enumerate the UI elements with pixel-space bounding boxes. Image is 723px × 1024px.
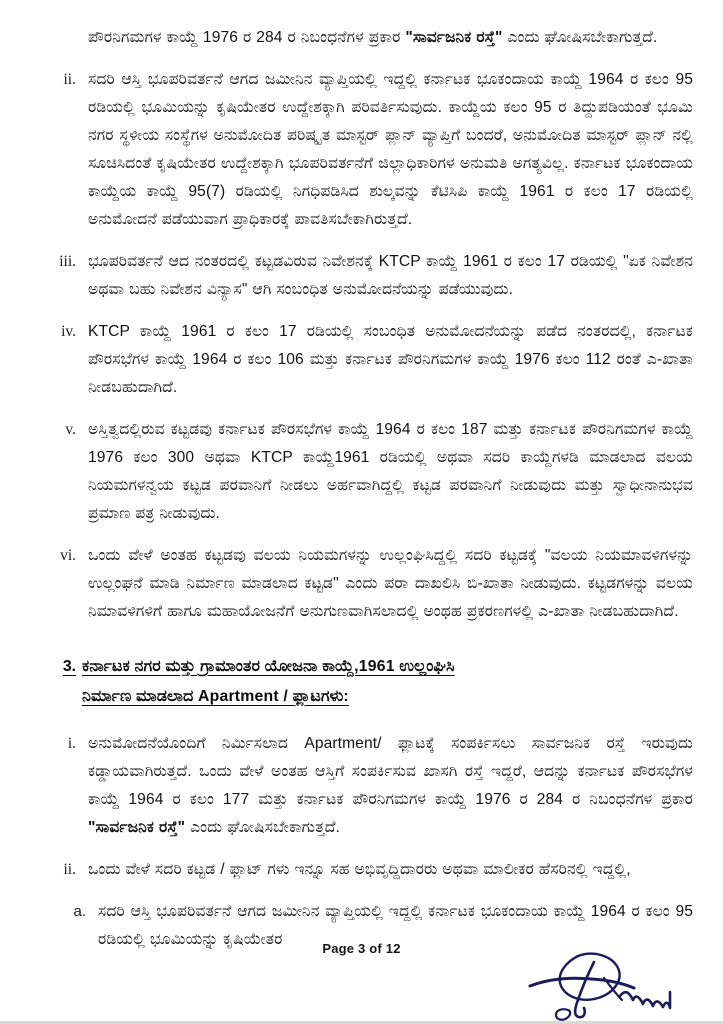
section-title-line-2: ನಿರ್ಮಾಣ ಮಾಡಲಾದ Apartment / ಫ್ಲಾಟಗಳು: — [82, 688, 349, 705]
paragraph-continued — [42, 24, 693, 52]
list-item-iii-text: ಭೂಪರಿವರ್ತನೆ ಆದ ನಂತರದಲ್ಲಿ ಕಟ್ಟಡವಿರುವ ನಿವೇಶನಕ್ಕೆ KTCP ಕಾಯ್ದೆ 1961 ರ ಕಲಂ 17 ರಡಿಯಲ್ಲಿ "ಏಕ ನಿವೇಶನ ಅಥವಾ ಬಹು ನಿವೇಶನ ವಿನ್ಯಾಸ" ಆಗಿ ಸಂಬಂಧಿತ ಅನುಮೋದನೆಯನ್ನು ಪಡೆಯುವುದು. — [88, 253, 693, 298]
list-item-iv-text: KTCP ಕಾಯ್ದೆ 1961 ರ ಕಲಂ 17 ರಡಿಯಲ್ಲಿ ಸಂಬಂಧಿತ ಅನುಮೋದನೆಯನ್ನು ಪಡೆದ ನಂತರದಲ್ಲಿ, ಕರ್ನಾಟಕ ಪೌರಸಭೆಗಳ ಕಾಯ್ದೆ 1964 ರ ಕಲಂ 106 ಮತ್ತು ಕರ್ನಾಟಕ ಪೌರನಿಗಮಗಳ ಕಾಯ್ದೆ 1976 ಕಲಂ 112 ರಂತೆ ಎ-ಖಾತಾ ನೀಡಬಹುದಾಗಿದೆ. — [88, 323, 693, 396]
list-item-iii — [42, 248, 693, 304]
s3-list-item-i-text: ಅನುಮೋದನೆಯೊಂದಿಗೆ ನಿರ್ಮಿಸಲಾದ Apartment/ ಫ್ಲಾಟಕ್ಕೆ ಸಂಪರ್ಕಿಸಲು ಸಾರ್ವಜನಿಕ ರಸ್ತೆ ಇರುವುದು ಕಡ್ಡಾಯವಾಗಿರುತ್ತದೆ. ಒಂದು ವೇಳೆ ಅಂತಹ ಆಸ್ತಿಗೆ ಸಂಪರ್ಕಿಸುವ ಖಾಸಗಿ ರಸ್ತೆ ಇದ್ದರೆ, ಆದನ್ನು ಕರ್ನಾಟಕ ಪೌರಸಭೆಗಳ ಕಾಯ್ದೆ 1964 ರ ಕಲಂ 177 ಮತ್ತು ಕರ್ನಾಟಕ ಪೌರನಿಗಮಗಳ ಕಾಯ್ದೆ 1976 ರ 284 ರ ನಿಬಂಧನೆಗಳ ಪ್ರಕಾರ "ಸಾರ್ವಜನಿಕ ರಸ್ತೆ" ಎಂದು ಘೋಷಿಸಬೇಕಾಗುತ್ತದೆ. — [88, 735, 693, 836]
section-3-heading — [42, 652, 693, 712]
authority-signature — [508, 948, 698, 1022]
s3-list-marker-a: a. — [73, 903, 86, 920]
list-item-ii-text: ಸದರಿ ಆಸ್ತಿ ಭೂಪರಿವರ್ತನೆ ಆಗದ ಜಮೀನಿನ ವ್ಯಾಪ್ತಿಯಲ್ಲಿ ಇದ್ದಲ್ಲಿ ಕರ್ನಾಟಕ ಭೂಕಂದಾಯ ಕಾಯ್ದೆ 1964 ರ ಕಲಂ 95 ರಡಿಯಲ್ಲಿ ಭೂಮಿಯನ್ನು ಕೃಷಿಯೇತರ ಉದ್ದೇಶಕ್ಕಾಗಿ ಪರಿವರ್ತಿಸುವುದು. ಕಾಯ್ದೆಯ ಕಲಂ 95 ರ ತಿದ್ದುಪಡಿಯಂತೆ ಭೂಮಿ ನಗರ ಸ್ಥಳೀಯ ಸಂಸ್ಥೆಗಳ ಅನುಮೋದಿತ ಪರಿಷ್ಕೃತ ಮಾಸ್ಟರ್ ಪ್ಲಾನ್ ವ್ಯಾಪ್ತಿಗೆ ಬಂದರೆ, ಅನುಮೋದಿತ ಮಾಸ್ಟರ್ ಪ್ಲಾನ್ ನಲ್ಲಿ ಸೂಚಿಸಿದಂತೆ ಕೃಷಿಯೇತರ ಉದ್ದೇಶಕ್ಕಾಗಿ ಭೂಪರಿವರ್ತನೆಗೆ ಜಿಲ್ಲಾಧಿಕಾರಿಗಳ ಅನುಮತಿ ಅಗತ್ಯವಿಲ್ಲ. ಕರ್ನಾಟಕ ಭೂಕಂದಾಯ ಕಾಯ್ದೆಯ ಕಾಯ್ದೆ 95(7) ರಡಿಯಲ್ಲಿ ನಿಗಧಿಪಡಿಸಿದ ಶುಲ್ಕವನ್ನು ಕೆಟಿಸಿಪಿ ಕಾಯ್ದೆ 1961 ರ ಕಲಂ 17 ರಡಿಯಲ್ಲಿ ಅನುಮೋದನೆ ಪಡೆಯುವಾಗ ಪ್ರಾಧಿಕಾರಕ್ಕೆ ಪಾವತಿಸಬೇಕಾಗಿರುತ್ತದೆ. — [88, 71, 693, 228]
s3-list-item-i — [42, 730, 693, 842]
section-title — [82, 652, 693, 712]
paragraph-text: ಪೌರನಿಗಮಗಳ ಕಾಯ್ದೆ 1976 ರ 284 ರ ನಿಬಂಧನೆಗಳ ಪ್ರಕಾರ "ಸಾರ್ವಜನಿಕ ರಸ್ತೆ" ಎಂದು ಘೋಷಿಸಬೇಕಾಗುತ್ತದೆ. — [88, 29, 658, 46]
s3-list-item-ii — [42, 856, 693, 884]
list-item-vi-text: ಒಂದು ವೇಳೆ ಅಂತಹ ಕಟ್ಟಡವು ವಲಯ ನಿಯಮಗಳನ್ನು ಉಲ್ಲಂಘಿಸಿದ್ದಲ್ಲಿ ಸದರಿ ಕಟ್ಟಡಕ್ಕೆ "ವಲಯ ನಿಯಮಾವಳಿಗಳನ್ನು ಉಲ್ಲಂಘನೆ ಮಾಡಿ ನಿರ್ಮಾಣ ಮಾಡಲಾದ ಕಟ್ಟಡ" ಎಂದು ಪರಾ ದಾಖಲಿಸಿ ಬಿ-ಖಾತಾ ನೀಡುವುದು. ಕಟ್ಟಡಗಳನ್ನು ವಲಯ ನಿಮಾವಳಿಗಳಿಗೆ ಹಾಗೂ ಮಹಾಯೋಜನೆಗೆ ಅನುಗುಣವಾಗಿಸಲಾದಲ್ಲಿ ಅಂಥಹ ಪ್ರಕರಣಗಳಲ್ಲಿ ಎ-ಖಾತಾ ನೀಡಬಹುದಾಗಿದೆ. — [88, 547, 693, 620]
section-title-line-1: ಕರ್ನಾಟಕ ನಗರ ಮತ್ತು ಗ್ರಾಮಾಂತರ ಯೋಜನಾ ಕಾಯ್ದೆ,1961 ಉಲ್ಲಂಘಿಸಿ — [82, 658, 455, 675]
list-marker-iv: iv. — [61, 323, 76, 340]
s3-list-marker-i: i. — [67, 735, 76, 752]
s3-list-item-a-text: ಸದರಿ ಆಸ್ತಿ ಭೂಪರಿವರ್ತನೆ ಆಗದ ಜಮೀನಿನ ವ್ಯಾಪ್ತಿಯಲ್ಲಿ ಇದ್ದಲ್ಲಿ ಕರ್ನಾಟಕ ಭೂಕಂದಾಯ ಕಾಯ್ದೆ 1964 ರ ಕಲಂ 95 ರಡಿಯಲ್ಲಿ ಭೂಮಿಯನ್ನು ಕೃಷಿಯೇತರ — [98, 903, 693, 948]
page-footer: Page 3 of 12 — [322, 941, 401, 956]
s3-list-marker-ii: ii. — [63, 861, 76, 878]
list-marker-v: v. — [65, 421, 76, 438]
list-marker-vi: vi. — [60, 547, 76, 564]
list-marker-ii: ii. — [63, 71, 76, 88]
list-item-v — [42, 416, 693, 528]
section-number: 3. — [62, 658, 76, 675]
s3-list-item-ii-text: ಒಂದು ವೇಳೆ ಸದರಿ ಕಟ್ಟಡ / ಫ್ಲಾಟ್ ಗಳು ಇನ್ನೂ ಸಹ ಅಭಿವೃದ್ದಿದಾರರು ಅಥವಾ ಮಾಲೀಕರ ಹೆಸರಿನಲ್ಲಿ ಇದ್ದಲ್ಲಿ, — [88, 861, 631, 878]
list-item-vi — [42, 542, 693, 626]
list-item-ii — [42, 66, 693, 234]
list-item-v-text: ಅಸ್ತಿತ್ವದಲ್ಲಿರುವ ಕಟ್ಟಡವು ಕರ್ನಾಟಕ ಪೌರಸಭೆಗಳ ಕಾಯ್ದೆ 1964 ರ ಕಲಂ 187 ಮತ್ತು ಕರ್ನಾಟಕ ಪೌರನಿಗಮಗಳ ಕಾಯ್ದೆ 1976 ಕಲಂ 300 ಅಥವಾ KTCP ಕಾಯ್ದೆ1961 ರಡಿಯಲ್ಲಿ ಅಥವಾ ಸದರಿ ಕಾಯ್ದೆಗಳಡಿ ಮಾಡಲಾದ ವಲಯ ನಿಯಮಗಳನ್ವಯ ಕಟ್ಟಡ ಪರವಾನಿಗೆ ನೀಡಲು ಅರ್ಹವಾಗಿದ್ದಲ್ಲಿ ಕಟ್ಟಡ ಪರವಾನಿಗೆ ನೀಡುವುದು ಮತ್ತು ಸ್ವಾಧೀನಾನುಭವ ಪ್ರಮಾಣ ಪತ್ರ ನೀಡುವುದು. — [88, 421, 693, 522]
list-item-iv — [42, 318, 693, 402]
list-marker-iii: iii. — [59, 253, 76, 270]
